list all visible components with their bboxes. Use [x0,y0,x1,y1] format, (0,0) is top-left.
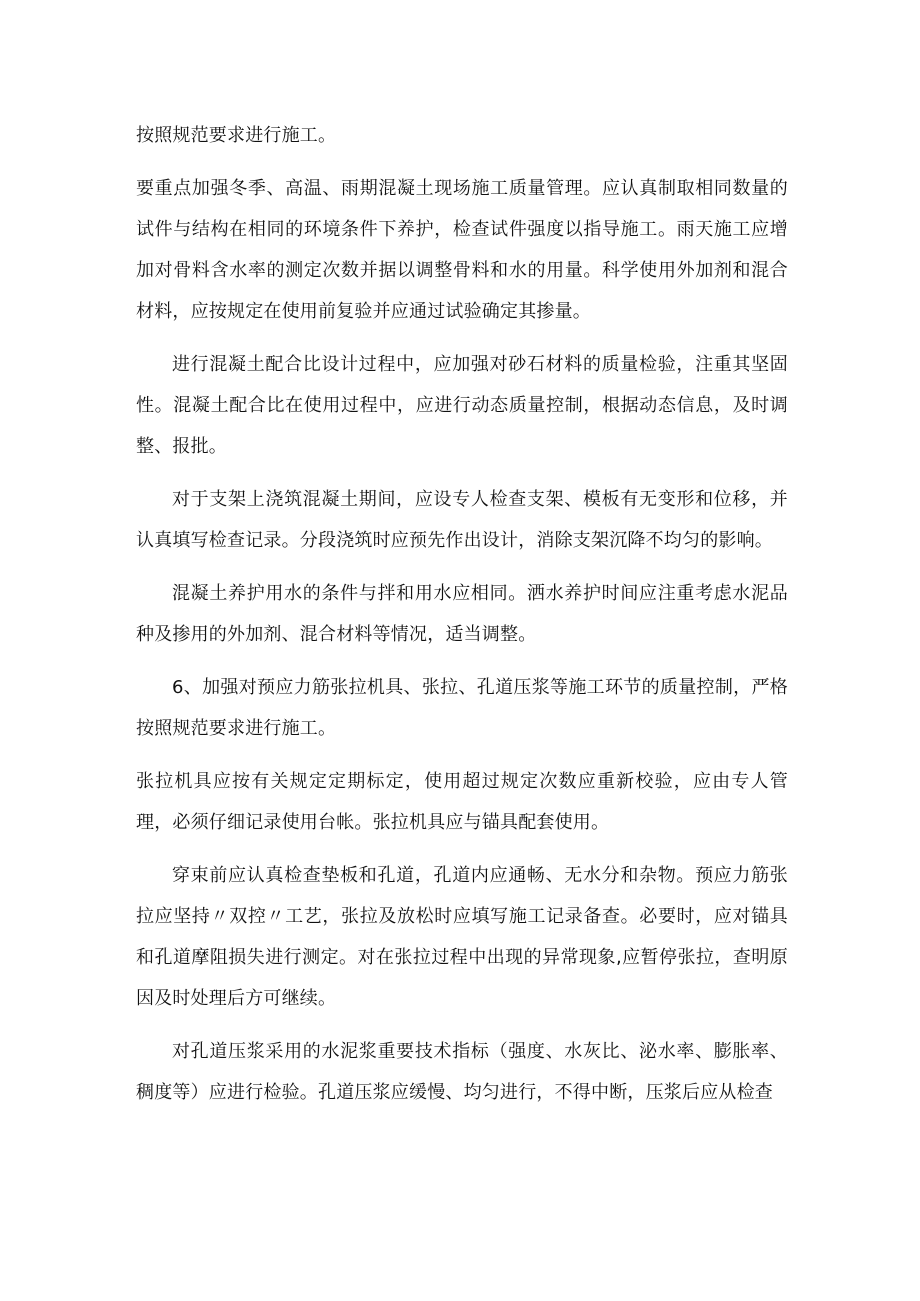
paragraph-6: 6、加强对预应力筋张拉机具、张拉、孔道压浆等施工环节的质量控制，严格按照规范要求进行施工。 [136,677,788,739]
paragraph-1: 按照规范要求进行施工。 [136,125,337,146]
paragraph-5: 混凝土养护用水的条件与拌和用水应相同。洒水养护时间应注重考虑水泥品种及掺用的外加剂、混合材料等情况，适当调整。 [136,583,788,645]
paragraph-8: 穿束前应认真检查垫板和孔道，孔道内应通畅、无水分和杂物。预应力筋张拉应坚持〃双控〃工艺，张拉及放松时应填写施工记录备查。必要时，应对锚具和孔道摩阻损失进行测定。对在张拉过程中出现的异常现象,应暂停张拉，查明原因及时处理后方可继续。 [136,865,788,1009]
paragraph-3: 进行混凝土配合比设计过程中，应加强对砂石材料的质量检验，注重其坚固性。混凝土配合比在使用过程中，应进行动态质量控制，根据动态信息，及时调整、报批。 [136,354,788,457]
paragraph-4: 对于支架上浇筑混凝土期间，应设专人检查支架、模板有无变形和位移，并认真填写检查记录。分段浇筑时应预先作出设计，消除支架沉降不均匀的影响。 [136,489,788,551]
paragraph-9: 对孔道压浆采用的水泥浆重要技术指标（强度、水灰比、泌水率、膨胀率、稠度等）应进行检验。孔道压浆应缓慢、均匀进行，不得中断，压浆后应从检查 [136,1041,788,1103]
paragraph-7: 张拉机具应按有关规定定期标定，使用超过规定次数应重新校验，应由专人管理，必须仔细记录使用台帐。张拉机具应与锚具配套使用。 [136,771,788,833]
paragraph-2: 要重点加强冬季、高温、雨期混凝土现场施工质量管理。应认真制取相同数量的试件与结构在相同的环境条件下养护，检查试件强度以指导施工。雨天施工应增加对骨料含水率的测定次数并据以调整骨料和水的用量。科学使用外加剂和混合材料，应按规定在使用前复验并应通过试验确定其掺量。 [136,178,788,322]
document-body [136,115,788,1125]
